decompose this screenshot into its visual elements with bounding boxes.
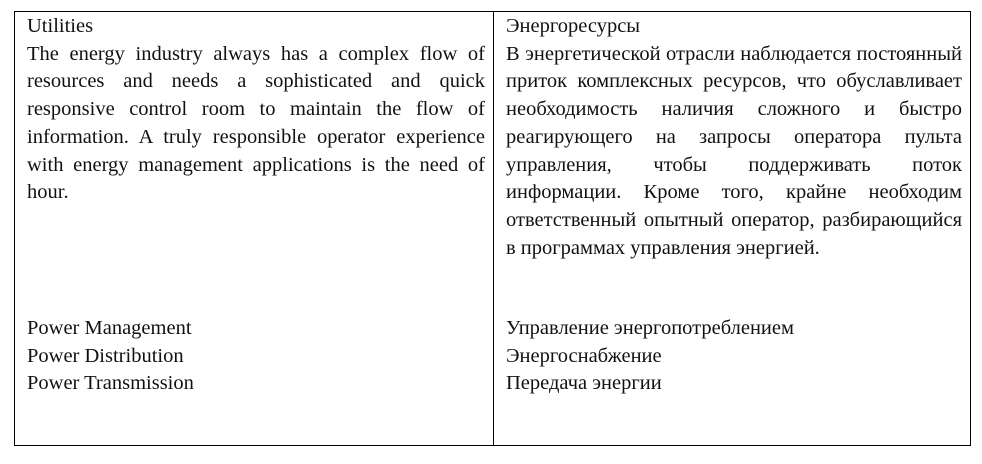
russian-item-power-transmission: Передача энергии — [506, 372, 662, 395]
english-heading: Utilities — [27, 15, 94, 37]
english-item-power-distribution: Power Distribution — [27, 344, 184, 367]
english-list — [27, 315, 194, 398]
russian-heading: Энергоресурсы — [506, 15, 641, 37]
russian-paragraph: В энергетической отрасли наблюдается постоянный приток комплексных ресурсов, что обуславливает необходимость наличия сложного и быстро реагирующего на запросы оператора пульта управления, чтобы поддерживать поток информации. Кроме того, крайне необходим ответственный опытный оператор, разбирающийся в программах управления энергией. — [506, 42, 962, 259]
russian-item-power-distribution: Энергоснабжение — [506, 344, 662, 367]
english-item-power-transmission: Power Transmission — [27, 372, 194, 395]
english-column — [15, 12, 494, 445]
russian-column — [494, 12, 970, 445]
translation-table — [14, 11, 971, 446]
russian-item-power-management: Управление энергопотреблением — [506, 317, 794, 339]
russian-list — [506, 315, 794, 398]
english-paragraph: The energy industry always has a complex flow of resources and needs a sophisticated and quick responsive control room to maintain the flow of information. A truly responsible operator experience with energy management applications is the need of hour. — [27, 42, 485, 204]
english-item-power-management: Power Management — [27, 317, 192, 339]
